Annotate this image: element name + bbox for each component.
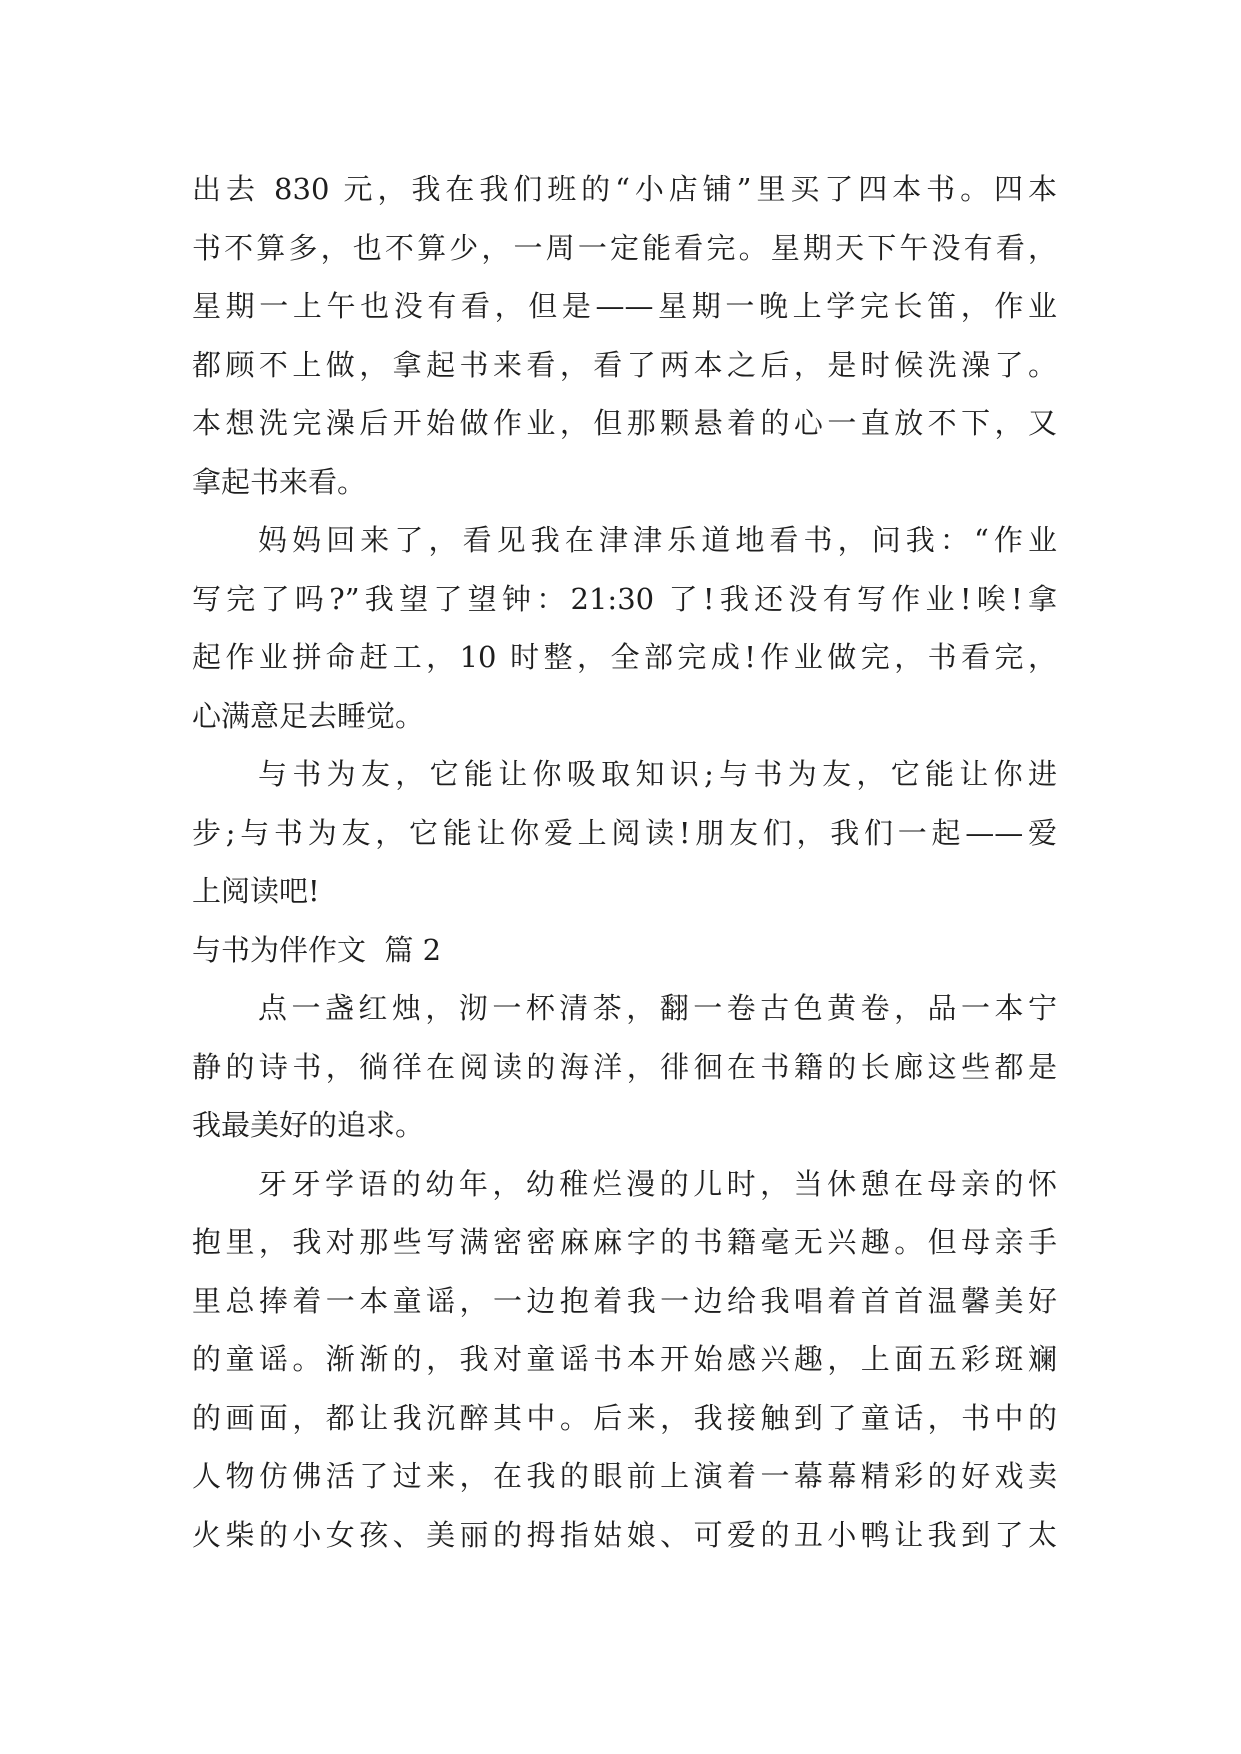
paragraph-line: 火柴的小女孩、美丽的拇指姑娘、可爱的丑小鸭让我到了太 — [192, 1517, 1057, 1552]
paragraph-line: 静的诗书，徜徉在阅读的海洋，徘徊在书籍的长廊这些都是 — [192, 1049, 1057, 1084]
section-heading: 与书为伴作文 篇 2 — [192, 932, 442, 967]
paragraph — [192, 979, 1057, 1155]
paragraph-line: 本想洗完澡后开始做作业，但那颗悬着的心一直放不下，又 — [192, 406, 1057, 440]
paragraph-line: 心满意足去睡觉。 — [192, 698, 425, 733]
paragraph-line: 上阅读吧! — [192, 874, 320, 908]
paragraph-line: 的童谣。渐渐的，我对童谣书本开始感兴趣，上面五彩斑斓 — [192, 1342, 1057, 1376]
paragraph-line: 的画面，都让我沉醉其中。后来，我接触到了童话，书中的 — [192, 1400, 1057, 1435]
paragraph-line: 人物仿佛活了过来，在我的眼前上演着一幕幕精彩的好戏卖 — [192, 1459, 1057, 1493]
paragraph — [192, 1155, 1057, 1565]
paragraph-line: 起作业拼命赶工，10 时整，全部完成!作业做完，书看完， — [192, 640, 1057, 674]
paragraph-line: 拿起书来看。 — [192, 464, 367, 499]
paragraph-line: 我最美好的追求。 — [192, 1108, 425, 1142]
paragraph-line: 牙牙学语的幼年，幼稚烂漫的儿时，当休憩在母亲的怀 — [258, 1166, 1057, 1201]
paragraph-line: 步;与书为友，它能让你爱上阅读!朋友们，我们一起——爱 — [192, 815, 1057, 850]
paragraph — [192, 511, 1057, 745]
document-body — [192, 160, 1057, 1564]
paragraph — [192, 745, 1057, 921]
paragraph-line: 妈妈回来了，看见我在津津乐道地看书，问我：“作业 — [258, 523, 1057, 557]
paragraph-line: 写完了吗?”我望了望钟：21:30 了!我还没有写作业!唉!拿 — [192, 581, 1057, 616]
paragraph-line: 出去 830 元，我在我们班的“小店铺”里买了四本书。四本 — [192, 172, 1057, 206]
paragraph-line: 都顾不上做，拿起书来看，看了两本之后，是时候洗澡了。 — [192, 347, 1057, 382]
paragraph-line: 与书为友，它能让你吸取知识;与书为友，它能让你进 — [258, 757, 1057, 791]
paragraph — [192, 160, 1057, 511]
paragraph-line: 星期一上午也没有看，但是——星期一晚上学完长笛，作业 — [192, 289, 1057, 323]
paragraph-line: 点一盏红烛，沏一杯清茶，翻一卷古色黄卷，品一本宁 — [258, 991, 1057, 1025]
paragraph-line: 书不算多，也不算少，一周一定能看完。星期天下午没有看， — [192, 230, 1057, 265]
paragraph-line: 抱里，我对那些写满密密麻麻字的书籍毫无兴趣。但母亲手 — [192, 1225, 1057, 1259]
paragraph-line: 里总捧着一本童谣，一边抱着我一边给我唱着首首温馨美好 — [192, 1283, 1057, 1318]
